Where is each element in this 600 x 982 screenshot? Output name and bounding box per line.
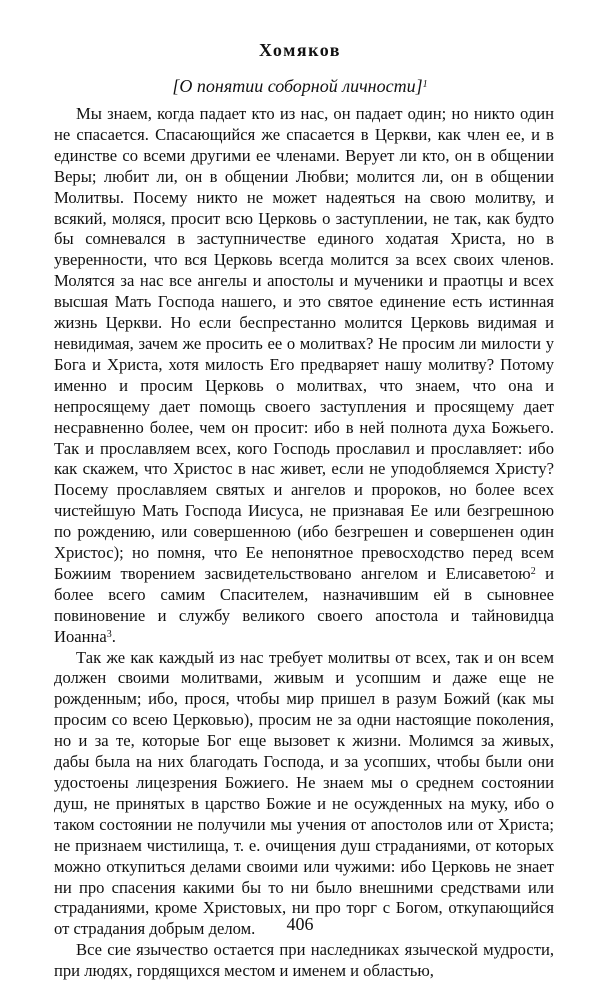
footnote-marker: 3 (106, 628, 112, 640)
section-title-text: [О понятии соборной личности] (172, 76, 423, 96)
footnote-marker: 1 (422, 79, 428, 90)
body-text (54, 104, 554, 982)
author-heading: Хомяков (258, 40, 341, 60)
footnote-marker: 2 (530, 565, 536, 577)
paragraph: Так же как каждый из нас требует молитвы от всех, так и он всем должен своими молитвами, живым и усопшим и даже еще не рожденным; ибо, прося, чтобы мир пришел в разум Божий (как мы просим со всею Церковью), просим не за одни настоящие поколения, но и за те, которые Бог еще вызовет к жизни. Молимся за живых, дабы была на них благодать Господа, и за усопших, чтобы были они удостоены лицезрения Божиего. Не знаем мы о среднем состоянии душ, не принятых в царство Божие и не осужденных на муку, ибо о таком состоянии не получили мы учения от апостолов или от Христа; не признаем чистилища, т. е. очищения душ страданиями, от которых можно откупиться делами своими или чужими: ибо Церковь не знает ни про спасения какими бы то ни было внешними средствами или страданиями, кроме Христовых, ни про торг с Богом, откупающийся от страдания добрым делом. (54, 647, 554, 939)
paragraph-text: . (111, 626, 116, 646)
paragraph (54, 104, 554, 648)
page-number: 406 (286, 914, 314, 934)
paragraph-text: Мы знаем, когда падает кто из нас, он падает один; но никто один не спасается. Спасающийся же спасается в Церкви, как член ее, и в единстве со всеми другими ее членами. Верует ли кто, он в общении Веры; любит ли, он в общении Любви; молится ли, он в общении Молитвы. Посему никто не может надеяться на свою молитву, и всякий, моляся, просит всю Церковь о заступлении, не так, как будто бы сомневался в заступничестве единого ходатая Христа, но в уверенности, что вся Церковь всегда молится за всех своих членов. Молятся за нас все ангелы и апостолы и мученики и праотцы и всех высшая Мать Господа нашего, и это святое единение есть истинная жизнь Церкви. Но если беспрестанно молится Церковь видимая и невидимая, зачем же просить ее о молитвах? Не просим ли милости у Бога и Христа, хотя милость Его предваряет нашу молитву? Потому именно и просим Церковь о молитвах, что знаем, что она и непросящему дает помощь своего заступления и просящему дает несравненно более, чем он просит: ибо в ней полнота духа Божьего. Так и прославляем всех, кого Господь прославил и прославляет: ибо как скажем, что Христос в нас живет, если не уподобляемся Христу? Посему прославляем святых и ангелов и пророков, но более всех чистейшую Мать Господа Иисуса, не признавая Ее или безгрешною по рождению, или совершенною (ибо безгрешен и совершенен один Христос); но помня, что Ее непонятное превосходство перед всем Божиим творением засвидетельствовано ангелом и Елисаветою (54, 104, 554, 583)
section-title (0, 76, 600, 97)
paragraph: Все сие язычество остается при наследниках языческой мудрости, при людях, гордящихся местом и именем и областью, (54, 940, 554, 981)
paragraph-text: и более всего самим Спасителем, назначившим ей в сыновнее повиновение и службу великого своего апостола и тайновидца Иоанна (54, 563, 555, 646)
